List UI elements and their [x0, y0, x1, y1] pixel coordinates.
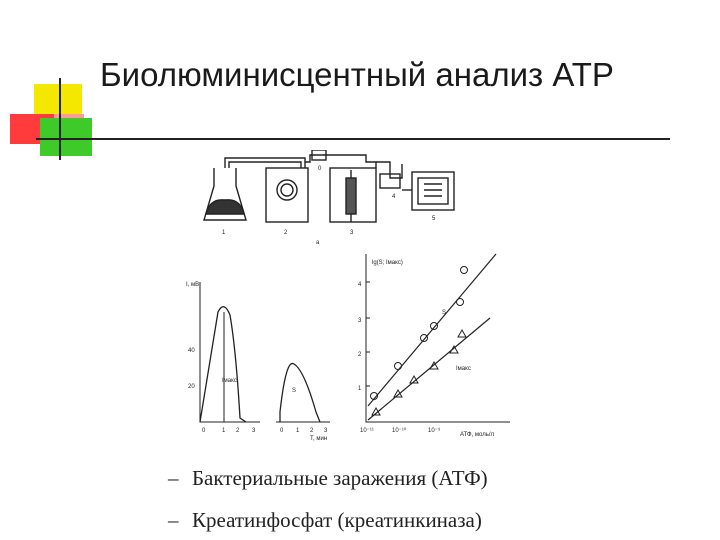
peak-xtick-1: 1 [222, 428, 226, 434]
bullet-item-2 [168, 508, 482, 533]
s-fit-line [368, 254, 496, 406]
vertical-rule [59, 78, 61, 160]
bullet-dash: – [168, 466, 179, 490]
log-ytick-4: 4 [358, 282, 362, 288]
part-label-5: 5 [432, 216, 436, 222]
log-ytick-2: 2 [358, 352, 362, 358]
area-curve [280, 363, 320, 422]
s-point [461, 267, 468, 274]
imax-point [458, 330, 466, 337]
area-xtick-3: 3 [324, 428, 328, 434]
s-label: S [292, 388, 297, 394]
bullet-text: Креатинфосфат (креатинкиназа) [192, 508, 482, 532]
deco-green-block [40, 118, 92, 156]
bullet-text: Бактериальные заражения (АТФ) [192, 466, 488, 490]
bullet-item-1 [168, 466, 488, 491]
peak-plot-labels [186, 282, 328, 442]
log-ytick-1: 1 [358, 386, 362, 392]
column [346, 178, 356, 214]
peak-xtick-2: 2 [236, 428, 240, 434]
part-label-4: 4 [392, 194, 396, 200]
valve-label: 0 [318, 166, 322, 172]
peak-ytick-40: 40 [188, 348, 195, 354]
imax-point [450, 346, 458, 353]
imax-series-label: Iмакс [456, 366, 471, 372]
tube-1 [225, 158, 305, 168]
log-ytick-3: 3 [358, 318, 362, 324]
log-xtick-2: 10⁻¹⁰ [392, 428, 407, 434]
peak-curve [200, 307, 246, 422]
flask-contents [206, 200, 244, 214]
imax-point [394, 390, 402, 397]
part-label-3: 3 [350, 230, 354, 236]
peak-plot-axes [200, 282, 260, 422]
imax-label: Iмакс [222, 378, 237, 384]
log-plot-axes [366, 254, 510, 422]
log-xlabel: АТФ, моль/л [460, 432, 495, 438]
s-point [395, 363, 402, 370]
part-label-1: 1 [222, 230, 226, 236]
title-rule [36, 138, 670, 140]
log-yaxis-label: lg(S; Iмакс) [372, 260, 403, 266]
area-xtick-2: 2 [310, 428, 314, 434]
part-label-2: 2 [284, 230, 288, 236]
peak-plot [200, 282, 330, 422]
peak-xtick-0: 0 [202, 428, 206, 434]
page-title: Биолюминисцентный анализ АТР [100, 56, 614, 93]
peak-ytick-20: 20 [188, 384, 195, 390]
area-xtick-0: 0 [280, 428, 284, 434]
peak-xlabel: T, мин [310, 436, 328, 442]
apparatus-diagram [204, 150, 454, 222]
deco-yellow-block [34, 84, 82, 118]
coil [277, 180, 297, 200]
s-point [457, 299, 464, 306]
apparatus-labels [222, 166, 436, 246]
area-xtick-1: 1 [296, 428, 300, 434]
figure [180, 150, 520, 450]
apparatus-caption: а [316, 240, 320, 246]
s-point [421, 335, 428, 342]
log-plot [366, 254, 510, 422]
vessel-2 [266, 168, 308, 222]
s-series-label: S [442, 310, 447, 316]
peak-yaxis-label: I, мВ [186, 282, 200, 288]
peak-xtick-3: 3 [252, 428, 256, 434]
log-xtick-1: 10⁻¹¹ [360, 428, 374, 434]
log-xtick-3: 10⁻⁹ [428, 428, 441, 434]
bullet-dash: – [168, 508, 179, 532]
